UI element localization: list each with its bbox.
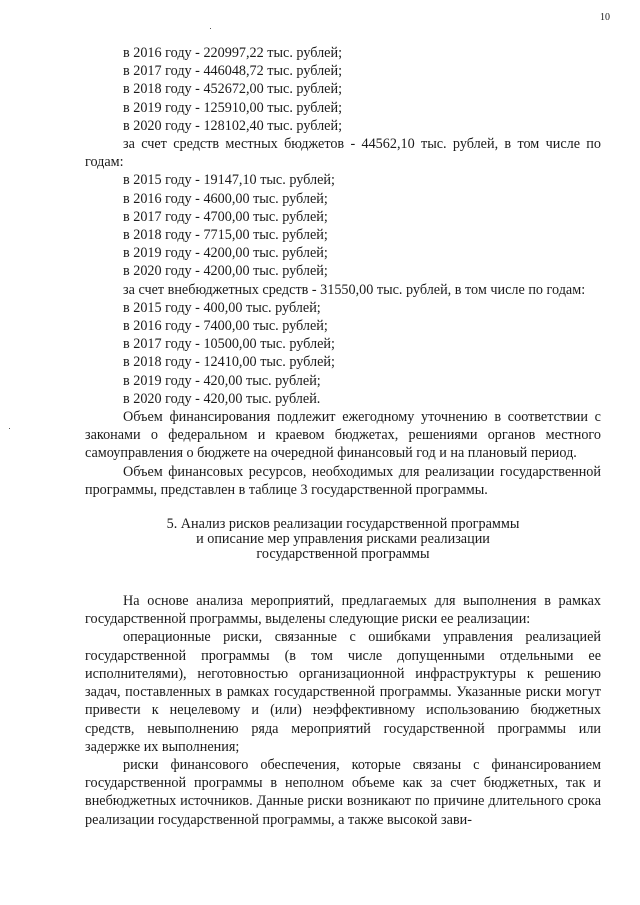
funding-year-line: в 2019 году - 420,00 тыс. рублей;: [123, 372, 321, 389]
funding-year-line: в 2018 году - 452672,00 тыс. рублей;: [123, 81, 343, 98]
funding-year-line: в 2016 году - 4600,00 тыс. рублей;: [123, 190, 328, 207]
regional-budget-years: [85, 44, 601, 135]
funding-year-line: в 2017 году - 446048,72 тыс. рублей;: [123, 63, 343, 80]
funding-year-line: в 2016 году - 7400,00 тыс. рублей;: [123, 318, 328, 335]
local-budget-years: [85, 171, 601, 280]
funding-year-line: в 2017 году - 4700,00 тыс. рублей;: [123, 208, 328, 225]
local-budget-intro: за счет средств местных бюджетов - 44562,10 тыс. рублей, в том числе по годам:: [85, 136, 601, 171]
operational-risks-paragraph: операционные риски, связанные с ошибками управления реализацией государственной программы (в том числе допущенными отдельными ее исполнителями), неготовностью организационной инфраструктуры к решению задач, поставленных в рамках государственной программы. Указанные риски могут привести к нецелевому и (или) неэффективному использованию бюджетных средств, невыполнению ряда мероприятий государственной программы или задержке их выполнения;: [85, 629, 601, 755]
risks-intro-paragraph: На основе анализа мероприятий, предлагаемых для выполнения в рамках государственной программы, выделены следующие риски ее реализации:: [85, 593, 601, 628]
scan-speck: [210, 28, 211, 29]
extrabudgetary-years: [85, 299, 601, 408]
extrabudgetary-intro: за счет внебюджетных средств - 31550,00 тыс. рублей, в том числе по годам:: [123, 281, 586, 298]
document-body: [85, 44, 601, 829]
spacer: [85, 580, 601, 592]
funding-year-line: в 2016 году - 220997,22 тыс. рублей;: [123, 45, 343, 61]
spacer: [85, 562, 601, 580]
funding-year-line: в 2020 году - 4200,00 тыс. рублей;: [123, 263, 328, 280]
funding-year-line: в 2015 году - 19147,10 тыс. рублей;: [123, 172, 335, 189]
funding-year-line: в 2015 году - 400,00 тыс. рублей;: [123, 299, 321, 316]
spacer: [85, 499, 601, 517]
scan-speck: [9, 428, 10, 429]
funding-year-line: в 2019 году - 4200,00 тыс. рублей;: [123, 245, 328, 262]
page-number: 10: [600, 12, 610, 23]
funding-year-line: в 2019 году - 125910,00 тыс. рублей;: [123, 99, 343, 116]
funding-year-line: в 2020 году - 128102,40 тыс. рублей;: [123, 117, 343, 134]
section-heading-line: государственной программы: [256, 546, 430, 563]
funding-year-line: в 2020 году - 420,00 тыс. рублей.: [123, 390, 321, 407]
financial-risks-paragraph: риски финансового обеспечения, которые связаны с финансированием государственной программы в неполном объеме как за счет бюджетных, так и внебюджетных источников. Данные риски возникают по причине длительного срока реализации государственной программы, а также высокой зави-: [85, 756, 601, 828]
section-heading: [85, 517, 601, 562]
funding-clarification-paragraph: Объем финансирования подлежит ежегодному уточнению в соответствии с законами о федеральном и краевом бюджетах, решениями органов местного самоуправления о бюджете на очередной финансовый год и на плановый период.: [85, 409, 601, 462]
funding-year-line: в 2017 году - 10500,00 тыс. рублей;: [123, 336, 335, 353]
section-heading-line: 5. Анализ рисков реализации государственной программы: [166, 516, 520, 533]
funding-year-line: в 2018 году - 7715,00 тыс. рублей;: [123, 227, 328, 244]
funding-table-paragraph: Объем финансовых ресурсов, необходимых для реализации государственной программы, представлен в таблице 3 государственной программы.: [85, 463, 601, 498]
funding-year-line: в 2018 году - 12410,00 тыс. рублей;: [123, 354, 335, 371]
section-heading-line: и описание мер управления рисками реализации: [196, 531, 490, 548]
